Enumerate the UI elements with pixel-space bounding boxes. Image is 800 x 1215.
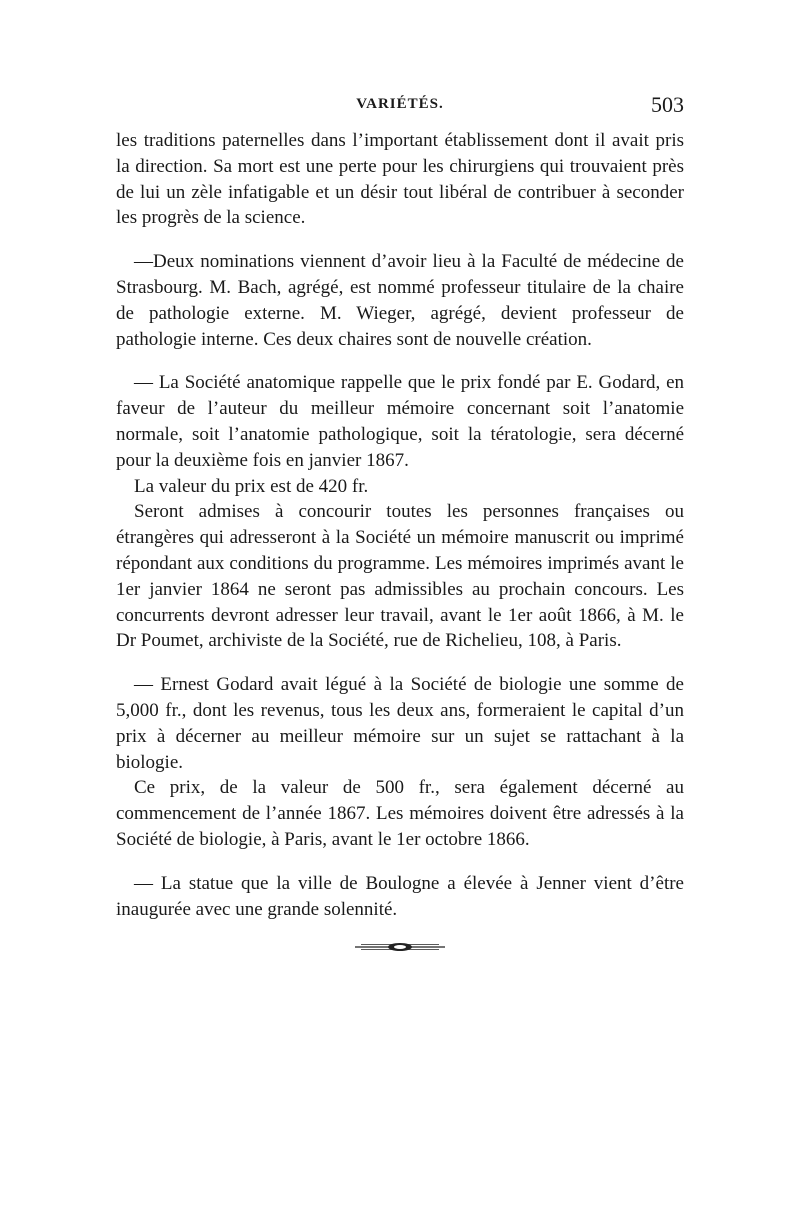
section-title: VARIÉTÉS.	[356, 96, 444, 112]
paragraph-jenner-statue: — La statue que la ville de Boulogne a élevée à Jenner vient d’être inaugurée avec une grande solennité.	[116, 872, 684, 920]
paragraph-societe-anatomique: — La Société anatomique rappelle que le prix fondé par E. Godard, en faveur de l’auteur du meilleur mémoire concernant soit l’anatomie normale, soit l’anatomie pathologique, soit la tératologie, sera décerné pour la deuxième fois en janvier 1867.	[116, 372, 684, 471]
paragraph-prize-value: La valeur du prix est de 420 fr.	[134, 475, 369, 497]
paragraph-biology-prize: Ce prix, de la valeur de 500 fr., sera également décerné au commencement de l’année 1867. Les mémoires doivent être adressés à la Société de biologie, à Paris, avant le 1er octobre 1866.	[116, 777, 684, 850]
paragraph-continuation: les traditions paternelles dans l’important établissement dont il avait pris la direction. Sa mort est une perte pour les chirurgiens qui trouvaient près de lui un zèle infatigable et un désir tout libéral de contribuer à seconder les progrès de la science.	[116, 130, 684, 229]
paragraph-nominations: —Deux nominations viennent d’avoir lieu à la Faculté de médecine de Strasbourg. M. Bach, agrégé, est nommé professeur titulaire de la chaire de pathologie externe. M. Wieger, agrégé, devient professeur de pathologie interne. Ces deux chaires sont de nouvelle création.	[116, 251, 684, 350]
running-header	[116, 92, 684, 128]
paragraph-gap	[116, 352, 684, 370]
paragraph-admission-rules: Seront admises à concourir toutes les personnes françaises ou étrangères qui adresseront à la Société un mémoire manuscrit ou imprimé répondant aux conditions du programme. Les mémoires imprimés avant le 1er janvier 1864 ne seront pas admissibles au prochain concours. Les concurrents devront adresser leur travail, avant le 1er août 1866, à M. le Dr Poumet, archiviste de la Société, rue de Richelieu, 108, à Paris.	[116, 501, 684, 652]
paragraph-godard-bequest: — Ernest Godard avait légué à la Société de biologie une somme de 5,000 fr., dont les revenus, tous les deux ans, formeraient le capital d’un prix à décerner au meilleur mémoire sur un sujet se rattachant à la biologie.	[116, 674, 684, 773]
divider-ornament-icon	[355, 942, 445, 952]
paragraph-gap	[116, 853, 684, 871]
paragraph-gap	[116, 231, 684, 249]
page-number: 503	[651, 92, 684, 117]
paragraph-gap	[116, 654, 684, 672]
end-ornament	[355, 942, 445, 952]
document-page	[116, 92, 684, 952]
